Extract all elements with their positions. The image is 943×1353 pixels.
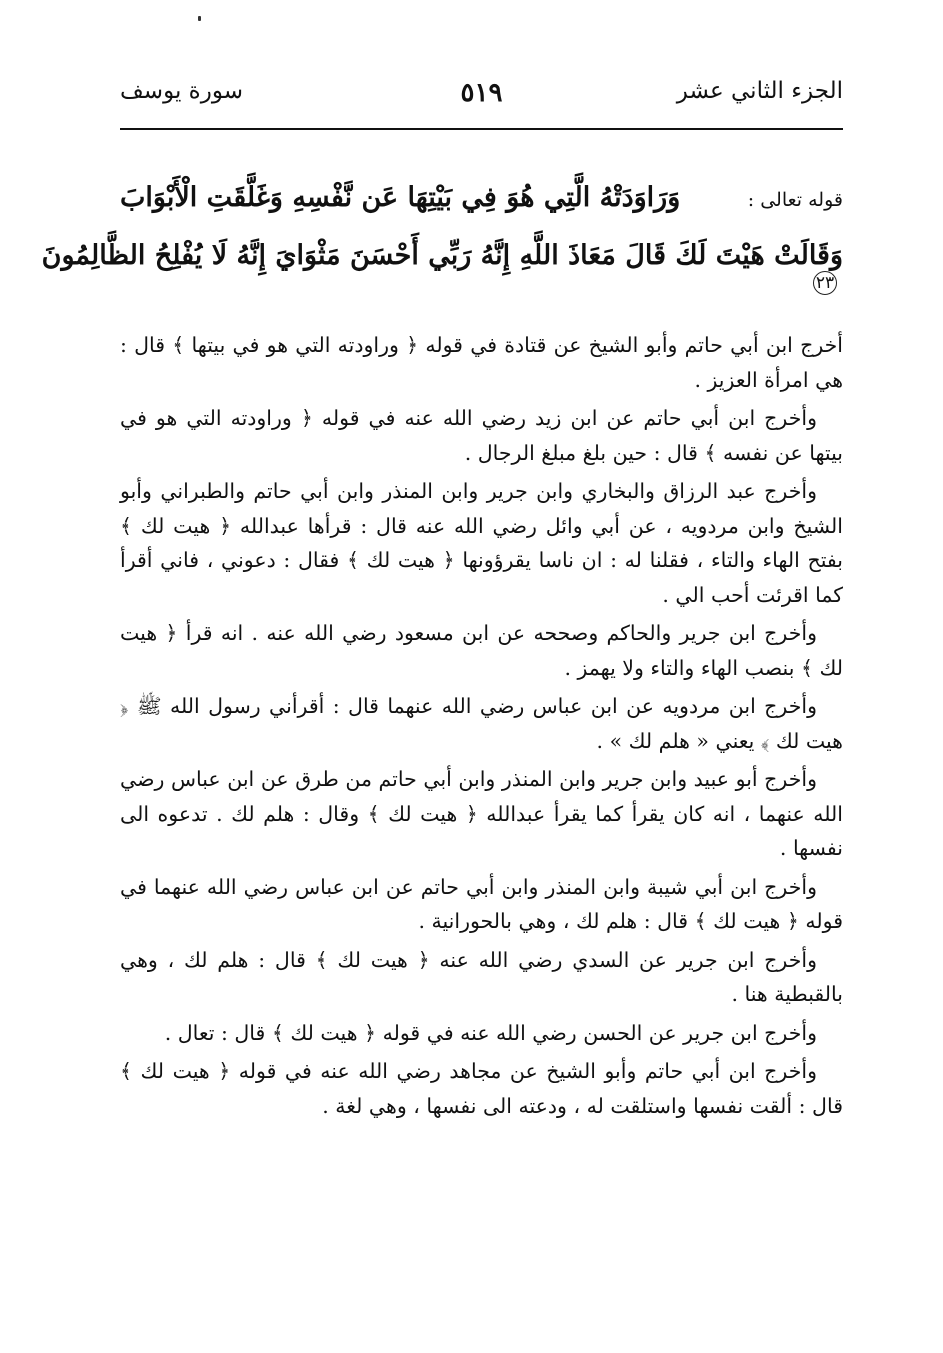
ink-speck: [198, 16, 201, 21]
surah-title: سورة يوسف: [120, 78, 243, 104]
aya-number-marker: ٢٣: [813, 271, 837, 295]
verse-line-2: وَقَالَتْ هَيْتَ لَكَ قَالَ مَعَاذَ اللَّهِ إِنَّهُ رَبِّي أَحْسَنَ مَثْوَايَ إِنَّهُ لَا يُفْلِحُ الظَّالِمُونَ: [41, 240, 843, 271]
paragraph: وأخرج ابن أبي حاتم عن ابن زيد رضي الله عنه في قوله ﴿ وراودته التي هو في بيتها عن نفسه ﴾ قال : حين بلغ مبلغ الرجال .: [120, 406, 843, 465]
paragraph: وأخرج أبو عبيد وابن جرير وابن المنذر وابن أبي حاتم من طرق عن ابن عباس رضي الله عنهما ، انه كان يقرأ كما يقرأ عبدالله ﴿ هيت لك ﴾ وقال : هلم لك . تدعوه الى نفسها .: [120, 767, 843, 860]
paragraph: وأخرج عبد الرزاق والبخاري وابن جرير وابن المنذر وابن أبي حاتم والطبراني وأبو الشيخ وابن مردويه ، عن أبي وائل رضي الله عنه قال : قرأها عبدالله ﴿ هيت لك ﴾ بفتح الهاء والتاء ، فقلنا له : ان ناسا يقرؤونها ﴿ هيت لك ﴾ فقال : دعوني ، فاني أقرأ كما اقرئت أحب الي .: [120, 479, 843, 607]
paragraph: وأخرج ابن أبي حاتم وأبو الشيخ عن مجاهد رضي الله عنه في قوله ﴿ هيت لك ﴾ قال : ألقت نفسها واستلقت له ، ودعته الى نفسها ، وهي لغة .: [120, 1059, 843, 1118]
paragraph: وأخرج ابن جرير عن الحسن رضي الله عنه في قوله ﴿ هيت لك ﴾ قال : تعال .: [164, 1020, 817, 1045]
verse-row-1: [120, 182, 843, 234]
quran-verse-block: [41, 182, 843, 293]
paragraph: وأخرج ابن أبي شيبة وابن المنذر وابن أبي حاتم عن ابن عباس رضي الله عنهما في قوله ﴿ هيت لك ﴾ قال : هلم لك ، وهي بالحورانية .: [120, 874, 843, 933]
paragraph: وأخرج ابن جرير عن السدي رضي الله عنه ﴿ هيت لك ﴾ قال : هلم لك ، وهي بالقبطية هنا .: [120, 947, 843, 1006]
juz-title: الجزء الثاني عشر: [676, 78, 843, 104]
verse-row-2: [41, 240, 843, 293]
page-header: [120, 78, 843, 118]
verse-line-1: وَرَاوَدَتْهُ الَّتِي هُوَ فِي بَيْتِهَا عَن نَّفْسِهِ وَغَلَّقَتِ الْأَبْوَابَ: [120, 182, 681, 213]
paragraph: وأخرج ابن مردويه عن ابن عباس رضي الله عنهما قال : أقرأني رسول الله ﷺ ﴿ هيت لك ﴾ يعني « هلم لك » .: [120, 694, 843, 753]
header-rule: [120, 128, 843, 130]
paragraph: أخرج ابن أبي حاتم وأبو الشيخ عن قتادة في قوله ﴿ وراودته التي هو في بيتها ﴾ قال : هي امرأة العزيز .: [120, 333, 843, 392]
paragraph: وأخرج ابن جرير والحاكم وصححه عن ابن مسعود رضي الله عنه . انه قرأ ﴿ هيت لك ﴾ بنصب الهاء والتاء ولا يهمز .: [120, 621, 843, 680]
commentary-body: [120, 328, 843, 1127]
page-number: ٥١٩: [460, 78, 503, 108]
verse-intro: قوله تعالى :: [747, 189, 843, 211]
